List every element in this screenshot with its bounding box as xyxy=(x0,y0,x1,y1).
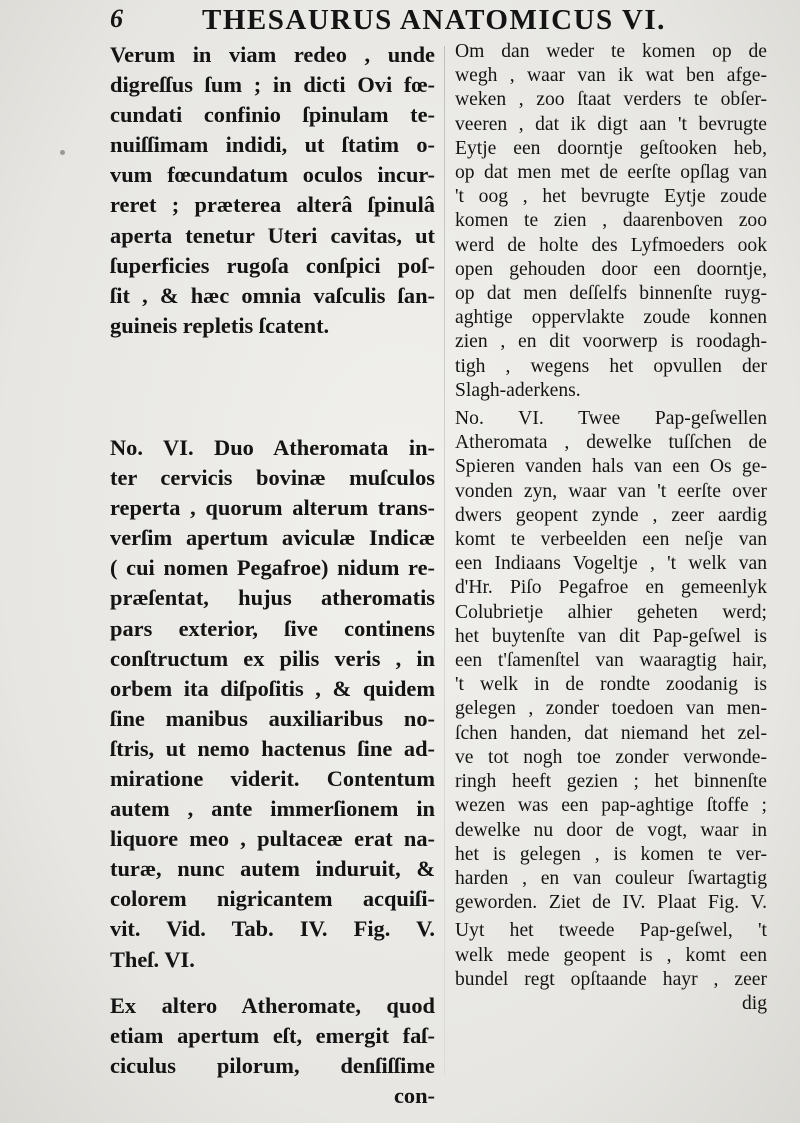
text-line: ve tot nogh toe zonder verwonde- xyxy=(455,746,767,768)
text-line: præſentat, hujus atheromatis xyxy=(110,585,435,611)
text-line: digreſſus ſum ; in dicti Ovi fœ- xyxy=(110,72,435,98)
text-line: No. VI. Twee Pap-geſwellen xyxy=(455,408,767,430)
dutch-paragraph-1 xyxy=(455,40,767,403)
text-line: veeren , dat ik digt aan 't bevrugte xyxy=(455,113,767,135)
text-line: vonden zyn, waar van 't eerſte over xyxy=(455,480,767,502)
text-line: open gehouden door een doorntje, xyxy=(455,258,767,280)
dutch-paragraph-2 xyxy=(455,407,767,915)
running-title: THESAURUS ANATOMICUS VI. xyxy=(202,4,666,36)
text-line: miratione viderit. Contentum xyxy=(110,765,435,791)
text-line: 't welk in de rondte zoodanig is xyxy=(455,674,767,696)
text-line: ( cui nomen Pegafroe) nidum re- xyxy=(110,555,435,581)
text-line: weken , zoo ſtaat verders te obſer- xyxy=(455,89,767,111)
text-line: geworden. Ziet de IV. Plaat Fig. V. xyxy=(455,892,767,914)
text-line: Uyt het tweede Pap-geſwel, 't xyxy=(455,920,767,942)
text-line: op dat men met de eerſte opſlag van xyxy=(455,162,767,184)
text-line: op dat men deſſelfs binnenſte ruyg- xyxy=(455,283,767,305)
text-line: komt te verbeelden een neſje van xyxy=(455,529,767,551)
page-header xyxy=(110,4,800,40)
text-line: reret ; præterea alterâ ſpinulâ xyxy=(110,192,435,218)
text-line: ringh heeft gezien ; het binnenſte xyxy=(455,771,767,793)
text-line: 't oog , het bevrugte Eytje zoude xyxy=(455,186,767,208)
text-line: gelegen , zonder toedoen van men- xyxy=(455,698,767,720)
text-line: orbem ita diſpoſitis , & quidem xyxy=(110,675,435,701)
text-line: etiam apertum eſt, emergit faſ- xyxy=(110,1022,435,1048)
text-line: vit. Vid. Tab. IV. Fig. V. xyxy=(110,916,435,942)
text-line: het is gelegen , is komen te ver- xyxy=(455,843,767,865)
text-line: ſchen handen, dat niemand het zel- xyxy=(455,722,767,744)
dutch-column xyxy=(455,40,767,1016)
latin-paragraph-2 xyxy=(110,433,435,975)
text-line: ciculus pilorum, denſiſſime xyxy=(110,1052,435,1078)
text-line: komen te zien , daarenboven zoo xyxy=(455,210,767,232)
text-line: Eytje een doorntje geſtooken heb, xyxy=(455,137,767,159)
text-line: ſit , & hæc omnia vaſculis ſan- xyxy=(110,282,435,308)
text-line: ſine manibus auxiliaribus no- xyxy=(110,705,435,731)
text-line: vum fœcundatum oculos incur- xyxy=(110,162,435,188)
text-line: liquore meo , pultaceæ erat na- xyxy=(110,826,435,852)
text-line: een t'ſamenſtel van waaragtig hair, xyxy=(455,650,767,672)
text-line: guineis repletis ſcatent. xyxy=(110,312,330,338)
column-gutter xyxy=(444,46,445,1076)
dutch-paragraph-3 xyxy=(455,919,767,992)
text-line: dewelke nu door de vogt, waar in xyxy=(455,819,767,841)
text-line: Om dan weder te komen op de xyxy=(455,41,767,62)
text-line: conſtructum ex pilis veris , in xyxy=(110,645,435,671)
latin-column xyxy=(110,40,435,1111)
text-line: Atheromata , dewelke tuſſchen de xyxy=(455,432,767,454)
text-line: aperta tenetur Uteri cavitas, ut xyxy=(110,222,435,248)
text-line: verſim apertum aviculæ Indicæ xyxy=(110,525,435,551)
text-line: reperta , quorum alterum trans- xyxy=(110,495,435,521)
text-line: Slagh-aderkens. xyxy=(455,379,581,401)
text-line: d'Hr. Piſo Pegafroe en gemeenlyk xyxy=(455,577,767,599)
text-line: ſuperficies rugoſa conſpici poſ- xyxy=(110,252,435,278)
text-line: tigh , wegens het opvullen der xyxy=(455,355,767,377)
latin-catchword: con- xyxy=(393,1082,435,1108)
text-line: zien , en dit voorwerp is roodagh- xyxy=(455,331,767,353)
dutch-catchword: dig xyxy=(741,992,767,1014)
text-line: cundati confinio ſpinulam te- xyxy=(110,102,435,128)
text-line: wezen was een pap-aghtige ſtoffe ; xyxy=(455,795,767,817)
text-line: nuiſſimam indidi, ut ſtatim o- xyxy=(110,132,435,158)
latin-paragraph-1 xyxy=(110,40,435,341)
text-line: bundel regt opſtaande hayr , zeer xyxy=(455,968,767,990)
text-line: aghtige oppervlakte zoude konnen xyxy=(455,307,767,329)
text-line: Ex altero Atheromate, quod xyxy=(110,992,435,1018)
ink-speck xyxy=(60,150,65,155)
text-line: No. VI. Duo Atheromata in- xyxy=(110,434,435,460)
latin-paragraph-3 xyxy=(110,991,435,1081)
text-line: Colubrietje alhier geheten werd; xyxy=(455,601,767,623)
text-line: Theſ. VI. xyxy=(110,946,195,972)
text-line: harden , en van couleur ſwartagtig xyxy=(455,867,767,889)
text-line: ter cervicis bovinæ muſculos xyxy=(110,465,435,491)
text-line: werd de holte des Lyfmoeders ook xyxy=(455,234,767,256)
text-line: turæ, nunc autem induruit, & xyxy=(110,856,435,882)
text-line: autem , ante immerſionem in xyxy=(110,796,435,822)
text-line: Spieren vanden hals van een Os ge- xyxy=(455,456,767,478)
text-line: welk mede geopent is , komt een xyxy=(455,944,767,966)
text-line: pars exterior, ſive continens xyxy=(110,615,435,641)
text-line: colorem nigricantem acquiſi- xyxy=(110,886,435,912)
text-line: dwers geopent zynde , zeer aardig xyxy=(455,504,767,526)
text-line: wegh , waar van ik wat ben afge- xyxy=(455,65,767,87)
page-number: 6 xyxy=(110,4,123,33)
text-line: het buytenſte van dit Pap-geſwel is xyxy=(455,625,767,647)
text-line: ſtris, ut nemo hactenus ſine ad- xyxy=(110,735,435,761)
text-line: een Indiaans Vogeltje , 't welk van xyxy=(455,553,767,575)
text-line: Verum in viam redeo , unde xyxy=(110,42,435,67)
